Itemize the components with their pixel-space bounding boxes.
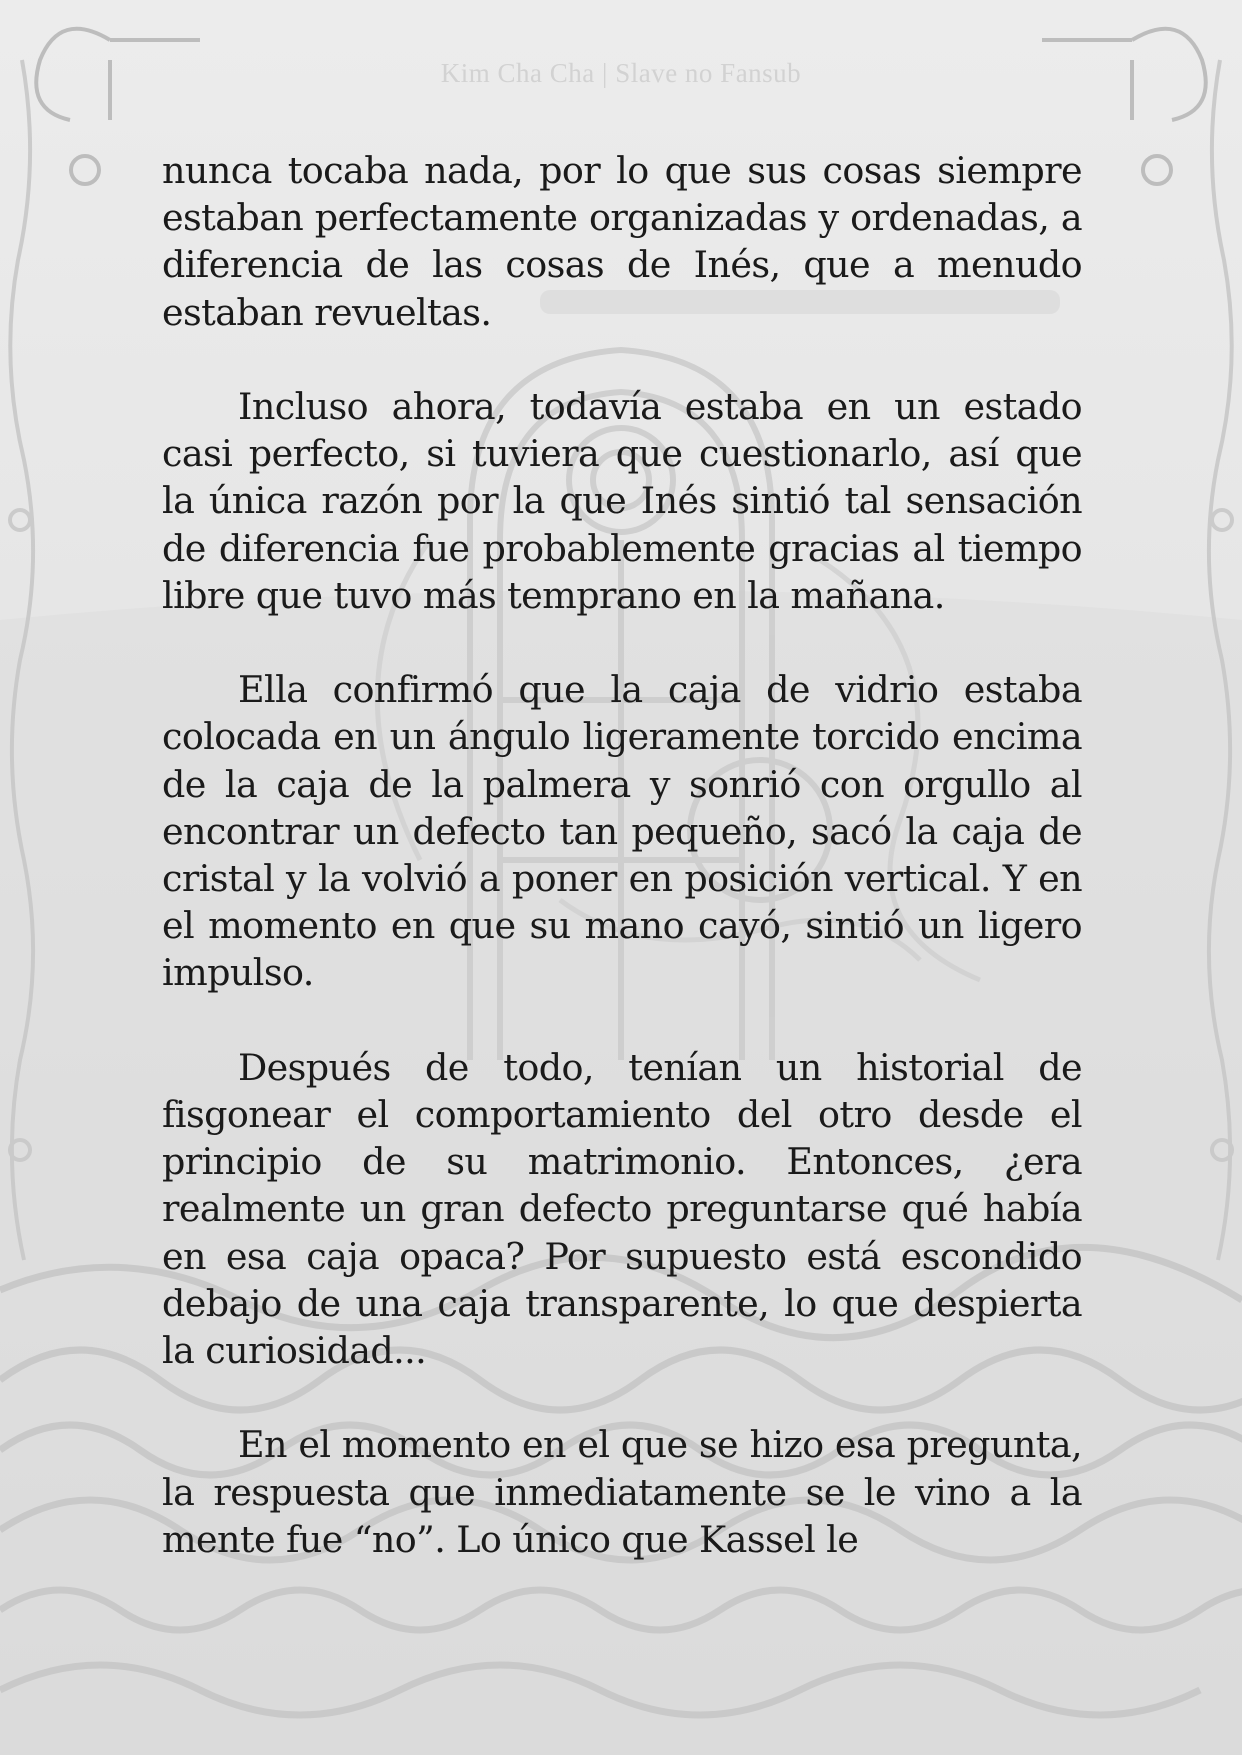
body-text [162,147,1082,1563]
paragraph: Ella confirmó que la caja de vidrio estaba colocada en un ángulo ligeramente torcido encima de la caja de la palmera y sonrió con orgullo al encontrar un defecto tan pequeño, sacó la caja de cristal y la volvió a poner en posición vertical. Y en el momento en que su mano cayó, sintió un ligero impulso. [162,668,1082,995]
paragraph: En el momento en el que se hizo esa pregunta, la respuesta que inmediatamente se le vino a la mente fue “no”. Lo único que Kassel le [162,1423,1082,1561]
watermark-credit: Kim Cha Cha | Slave no Fansub [440,58,802,88]
paragraph: nunca tocaba nada, por lo que sus cosas siempre estaban perfectamente organizadas y ordenadas, a diferencia de las cosas de Inés, que a menudo estaban revueltas. [162,149,1082,334]
paragraph: Incluso ahora, todavía estaba en un estado casi perfecto, si tuviera que cuestionarlo, así que la única razón por la que Inés sintió tal sensación de diferencia fue probablemente gracias al tiempo libre que tuvo más temprano en la mañana. [162,385,1082,617]
paragraph: Después de todo, tenían un historial de fisgonear el comportamiento del otro desde el principio de su matrimonio. Entonces, ¿era realmente un gran defecto preguntarse qué había en esa caja opaca? Por supuesto está escondido debajo de una caja transparente, lo que despierta la curiosidad... [162,1045,1082,1373]
